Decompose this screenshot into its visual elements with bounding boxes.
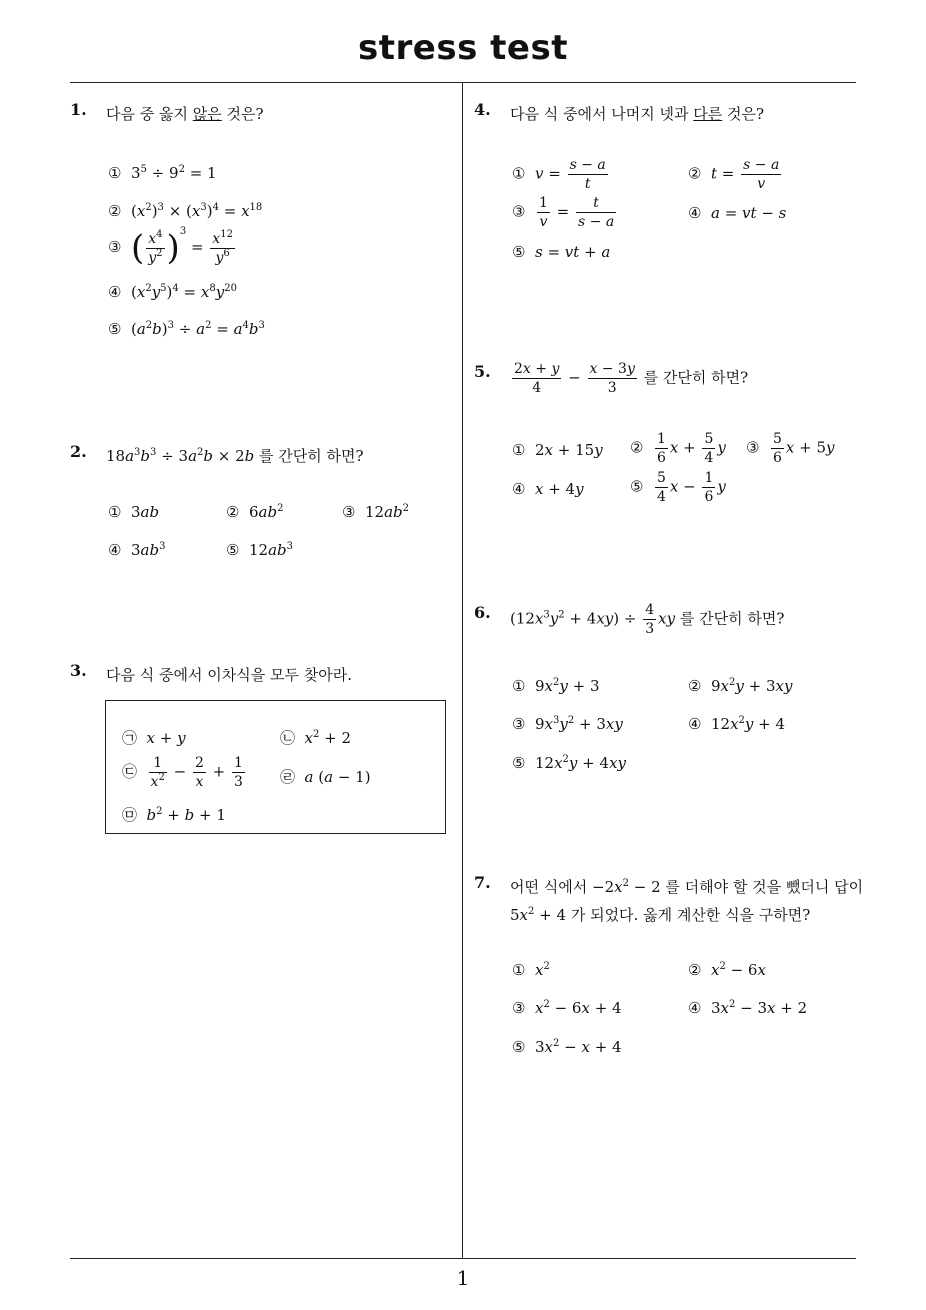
q7-option-1[interactable]: ① $x^2$ bbox=[512, 961, 550, 979]
q6-option-3[interactable]: ③ $9x^3y^2 + 3xy$ bbox=[512, 715, 623, 733]
question-text: 다음 중 옳지 않은 것은? bbox=[106, 105, 264, 123]
question-text: 다음 식 중에서 나머지 넷과 다른 것은? bbox=[510, 105, 765, 123]
question-number: 4. bbox=[474, 100, 491, 119]
q7-option-3[interactable]: ③ $x^2 - 6x + 4$ bbox=[512, 999, 622, 1017]
question-text: $(12x^3y^2 + 4xy)$ ÷ $\frac{4}{3}$ xy 를 간단히 하면? bbox=[510, 602, 785, 637]
question-number: 1. bbox=[70, 100, 87, 119]
q5-option-5[interactable]: ⑤ $\frac{5}{4}$ x − $\frac{1}{6}$ y bbox=[630, 470, 726, 505]
q5-option-4[interactable]: ④ x + 4y bbox=[512, 480, 584, 498]
q7-option-2[interactable]: ② $x^2 - 6x$ bbox=[688, 961, 766, 979]
question-text: 다음 식 중에서 이차식을 모두 찾아라. bbox=[106, 666, 352, 684]
q1-option-1[interactable]: ① $3^5 \div 9^2 = 1$ bbox=[108, 164, 217, 182]
q6-option-2[interactable]: ② $9x^2y + 3xy$ bbox=[688, 677, 793, 695]
q4-option-1[interactable]: ① v = $\frac{s - a}{t}$ bbox=[512, 157, 606, 192]
q3-item-3: ㉢ $\frac{1}{x^2}$ − $\frac{2}{x}$ + $\frac{1}{3}$ bbox=[122, 755, 243, 790]
q5-option-1[interactable]: ① 2x + 15y bbox=[512, 441, 603, 459]
q3-item-1: ㉠ x + y bbox=[122, 729, 186, 747]
q2-option-3[interactable]: ③ $12ab^2$ bbox=[342, 503, 409, 521]
question-number: 2. bbox=[70, 442, 87, 461]
question-number: 6. bbox=[474, 603, 491, 622]
q4-option-2[interactable]: ② t = $\frac{s - a}{v}$ bbox=[688, 157, 780, 192]
question-number: 5. bbox=[474, 362, 491, 381]
column-divider bbox=[462, 83, 463, 1258]
q6-option-1[interactable]: ① $9x^2y + 3$ bbox=[512, 677, 600, 695]
page-title: stress test bbox=[358, 28, 568, 68]
q1-option-3[interactable]: ③ ( $\frac{x^4}{y^2}$ )$^3$ = $\frac{x^{12}}{y^6}$ bbox=[108, 226, 233, 268]
bottom-rule bbox=[70, 1258, 856, 1259]
q4-option-4[interactable]: ④ a = vt − s bbox=[688, 204, 787, 222]
q5-option-2[interactable]: ② $\frac{1}{6}$ x + $\frac{5}{4}$ y bbox=[630, 431, 726, 466]
q1-option-5[interactable]: ⑤ $(a^2b)^3 \div a^2 = a^4b^3$ bbox=[108, 320, 265, 338]
q4-option-3[interactable]: ③ $\frac{1}{v}$ = $\frac{t}{s - a}$ bbox=[512, 195, 615, 230]
q3-item-4: ㉣ a (a − 1) bbox=[280, 768, 371, 786]
question-text: $18a^3b^3 \div 3a^2b \times 2b$ 를 간단히 하면? bbox=[106, 447, 364, 465]
question-text-line-1: 어떤 식에서 $-2x^2 - 2$ 를 더해야 할 것을 뺐더니 답이 bbox=[510, 878, 864, 896]
page-number: 1 bbox=[456, 1266, 470, 1290]
q7-option-4[interactable]: ④ $3x^2 - 3x + 2$ bbox=[688, 999, 808, 1017]
q1-option-4[interactable]: ④ $(x^2y^5)^4 = x^8y^{20}$ bbox=[108, 283, 237, 301]
q1-option-2[interactable]: ② $(x^2)^3 \times (x^3)^4 = x^{18}$ bbox=[108, 202, 263, 220]
underlined-word: 않은 bbox=[192, 105, 222, 123]
q2-option-4[interactable]: ④ $3ab^3$ bbox=[108, 541, 166, 559]
q7-option-5[interactable]: ⑤ $3x^2 - x + 4$ bbox=[512, 1038, 622, 1056]
q3-item-5: ㉤ $b^2 + b + 1$ bbox=[122, 806, 226, 824]
question-number: 7. bbox=[474, 873, 491, 892]
top-rule bbox=[70, 82, 856, 83]
q2-option-2[interactable]: ② $6ab^2$ bbox=[226, 503, 284, 521]
q2-option-5[interactable]: ⑤ $12ab^3$ bbox=[226, 541, 293, 559]
q6-option-5[interactable]: ⑤ $12x^2y + 4xy$ bbox=[512, 754, 626, 772]
q5-option-3[interactable]: ③ $\frac{5}{6}$ x + 5y bbox=[746, 431, 835, 466]
question-text: $\frac{2x + y}{4}$ − $\frac{x - 3y}{3}$ 를 간단히 하면? bbox=[514, 361, 749, 396]
q4-option-5[interactable]: ⑤ s = vt + a bbox=[512, 243, 611, 261]
q2-option-1[interactable]: ① 3ab bbox=[108, 503, 160, 521]
question-text-line-2: $5x^2 + 4$ 가 되었다. 옳게 계산한 식을 구하면? bbox=[510, 906, 811, 924]
q6-option-4[interactable]: ④ $12x^2y + 4$ bbox=[688, 715, 786, 733]
underlined-word: 다른 bbox=[693, 105, 723, 123]
q3-item-2: ㉡ $x^2 + 2$ bbox=[280, 729, 352, 747]
question-number: 3. bbox=[70, 661, 87, 680]
